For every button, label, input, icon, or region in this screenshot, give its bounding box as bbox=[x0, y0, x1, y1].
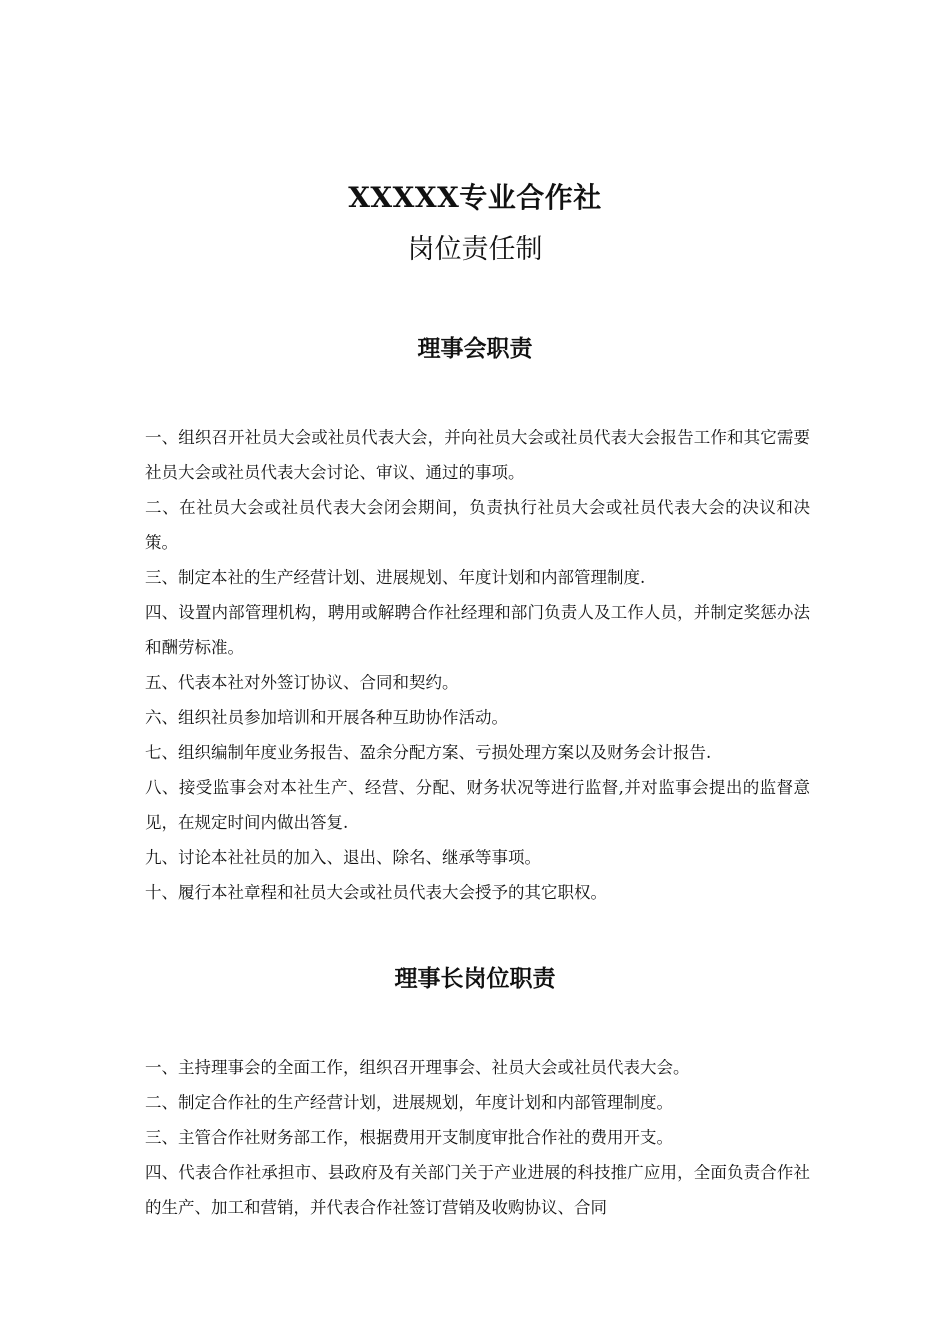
list-item: 二、在社员大会或社员代表大会闭会期间，负责执行社员大会或社员代表大会的决议和决策。 bbox=[145, 498, 810, 552]
list-item: 五、代表本社对外签订协议、合同和契约。 bbox=[145, 673, 459, 692]
list-item: 一、主持理事会的全面工作，组织召开理事会、社员大会或社员代表大会。 bbox=[145, 1058, 690, 1077]
board-duties-list bbox=[145, 420, 810, 910]
list-item: 四、代表合作社承担市、县政府及有关部门关于产业进展的科技推广应用，全面负责合作社的生产、加工和营销，并代表合作社签订营销及收购协议、合同 bbox=[145, 1163, 810, 1217]
list-item: 三、制定本社的生产经营计划、进展规划、年度计划和内部管理制度. bbox=[145, 568, 646, 587]
document-title: XXXXX专业合作社 bbox=[348, 181, 602, 214]
document-subtitle: 岗位责任制 bbox=[407, 234, 543, 265]
chairman-duties-list bbox=[145, 1050, 810, 1225]
section-heading-board-duties: 理事会职责 bbox=[417, 335, 533, 362]
list-item: 二、制定合作社的生产经营计划，进展规划，年度计划和内部管理制度。 bbox=[145, 1093, 673, 1112]
list-item: 六、组织社员参加培训和开展各种互助协作活动。 bbox=[145, 708, 508, 727]
list-item: 九、讨论本社社员的加入、退出、除名、继承等事项。 bbox=[145, 848, 541, 867]
list-item: 七、组织编制年度业务报告、盈余分配方案、亏损处理方案以及财务会计报告. bbox=[145, 743, 712, 762]
section-heading-chairman-duties: 理事长岗位职责 bbox=[394, 965, 556, 992]
list-item: 三、主管合作社财务部工作，根据费用开支制度审批合作社的费用开支。 bbox=[145, 1128, 673, 1147]
list-item: 一、组织召开社员大会或社员代表大会，并向社员大会或社员代表大会报告工作和其它需要社员大会或社员代表大会讨论、审议、通过的事项。 bbox=[145, 428, 810, 482]
list-item: 十、履行本社章程和社员大会或社员代表大会授予的其它职权。 bbox=[145, 883, 607, 902]
list-item: 八、接受监事会对本社生产、经营、分配、财务状况等进行监督,并对监事会提出的监督意见，在规定时间内做出答复. bbox=[145, 778, 810, 832]
list-item: 四、设置内部管理机构，聘用或解聘合作社经理和部门负责人及工作人员，并制定奖惩办法和酬劳标准。 bbox=[145, 603, 810, 657]
